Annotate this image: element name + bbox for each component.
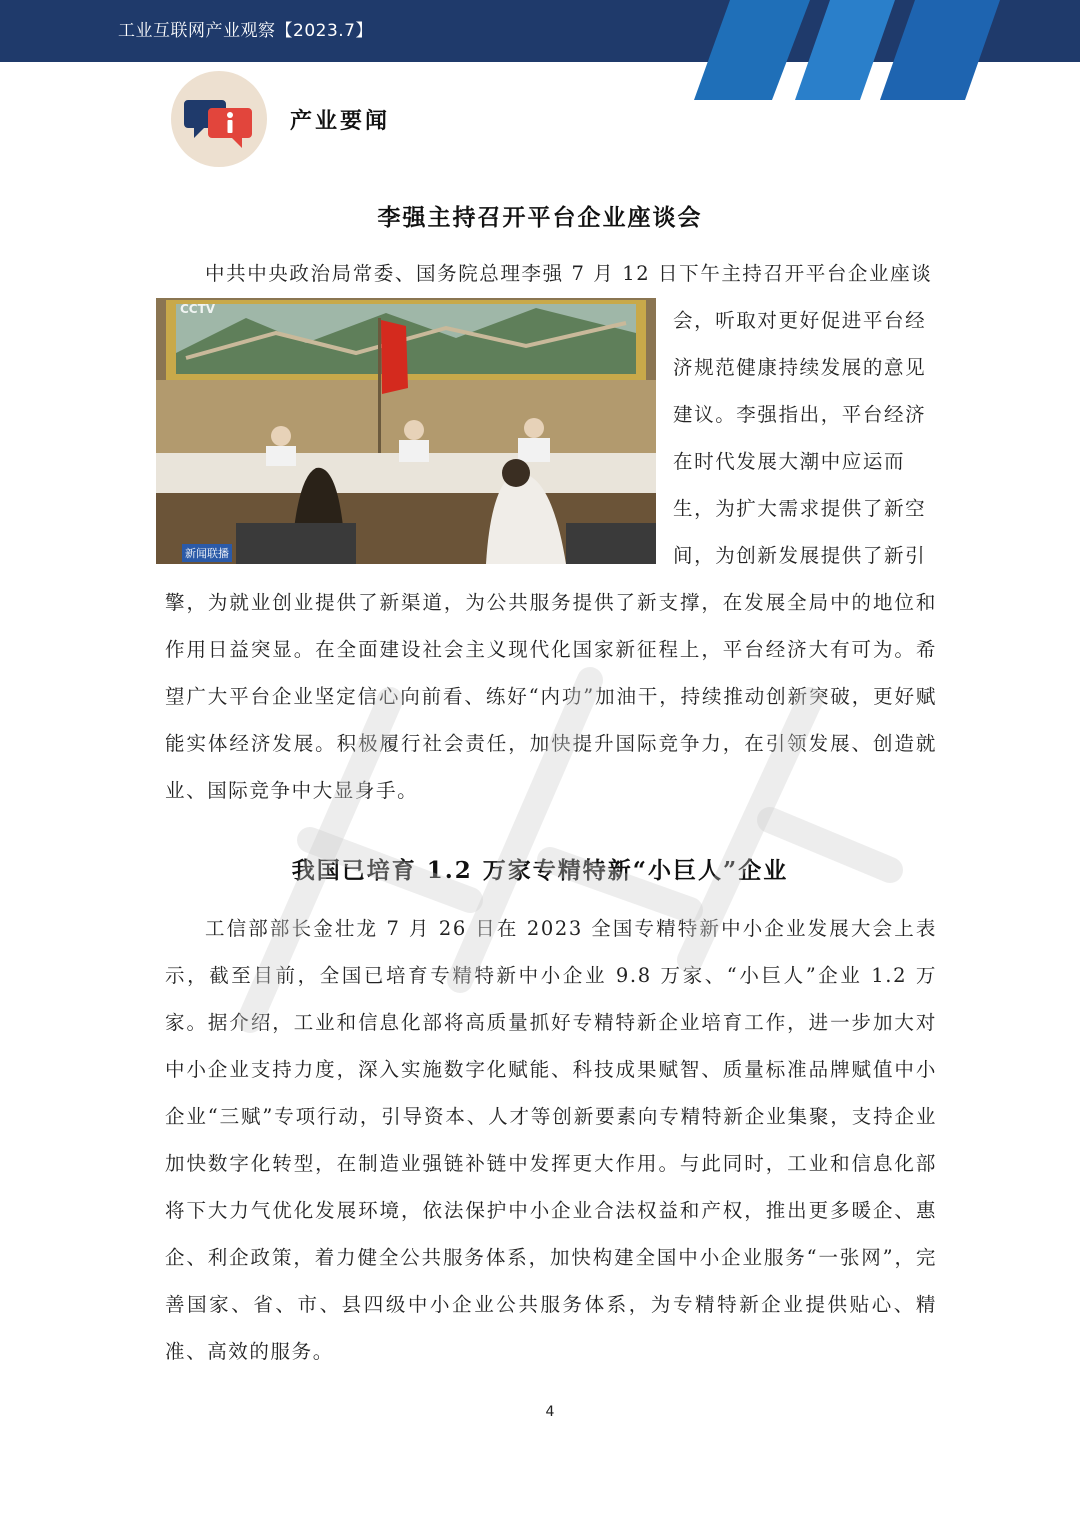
article-2-body: 工信部部长金壮龙 7 月 26 日在 2023 全国专精特新中小企业发展大会上表示，截至目前，全国已培育专精特新中小企业 9.8 万家、“小巨人”企业 1.2 万家。据介绍，工业和信息化部将高质量抓好专精特新企业培育工作，进一步加大对中小企业支持力度，深入实施数字化赋能、科技成果赋智、质量标准品牌赋值中小企业“三赋”专项行动，引导资本、人才等创新要素向专精特新企业集聚，支持企业加快数字化转型，在制造业强链补链中发挥更大作用。与此同时，工业和信息化部将下大力气优化发展环境，依法保护中小企业合法权益和产权，推出更多暖企、惠企、利企政策，着力健全公共服务体系，加快构建全国中小企业服务“一张网”，完善国家、省、市、县四级中小企业公共服务体系，为专精特新企业提供贴心、精准、高效的服务。 [165,917,937,1363]
article-title-1: 李强主持召开平台企业座谈会 [377,204,703,231]
info-speech-bubble-icon [170,70,268,168]
article-1-first-line: 中共中央政治局常委、国务院总理李强 7 月 12 日下午主持召开平台企业座谈 [205,262,933,285]
article-1-body: 擎，为就业创业提供了新渠道，为公共服务提供了新支撑，在发展全局中的地位和作用日益突显。在全面建设社会主义现代化国家新征程上，平台经济大有可为。希望广大平台企业坚定信心向前看、练好“内功”加油干，持续推动创新突破，更好赋能实体经济发展。积极履行社会责任，加快提升国际竞争力，在引领发展、创造就业、国际竞争中大显身手。 [165,591,937,802]
meeting-photo [156,298,656,564]
header-stripes [690,0,1080,100]
side-line-6: 间，为创新发展提供了新引 [673,544,927,567]
side-line-1: 会，听取对更好促进平台经 [673,309,927,332]
article-title-2: 我国已培育 1.2 万家专精特新“小巨人”企业 [291,857,789,884]
cctv-logo: CCTV [180,302,216,316]
page-number: 4 [545,1404,555,1420]
header-title: 工业互联网产业观察【2023.7】 [118,21,373,41]
section-title: 产业要闻 [290,109,391,134]
side-line-3: 建议。李强指出，平台经济 [673,403,927,426]
side-line-2: 济规范健康持续发展的意见 [673,356,927,379]
side-line-5: 生，为扩大需求提供了新空 [673,497,927,520]
news-caption-badge: 新闻联播 [182,544,232,562]
side-line-4: 在时代发展大潮中应运而 [673,450,906,473]
